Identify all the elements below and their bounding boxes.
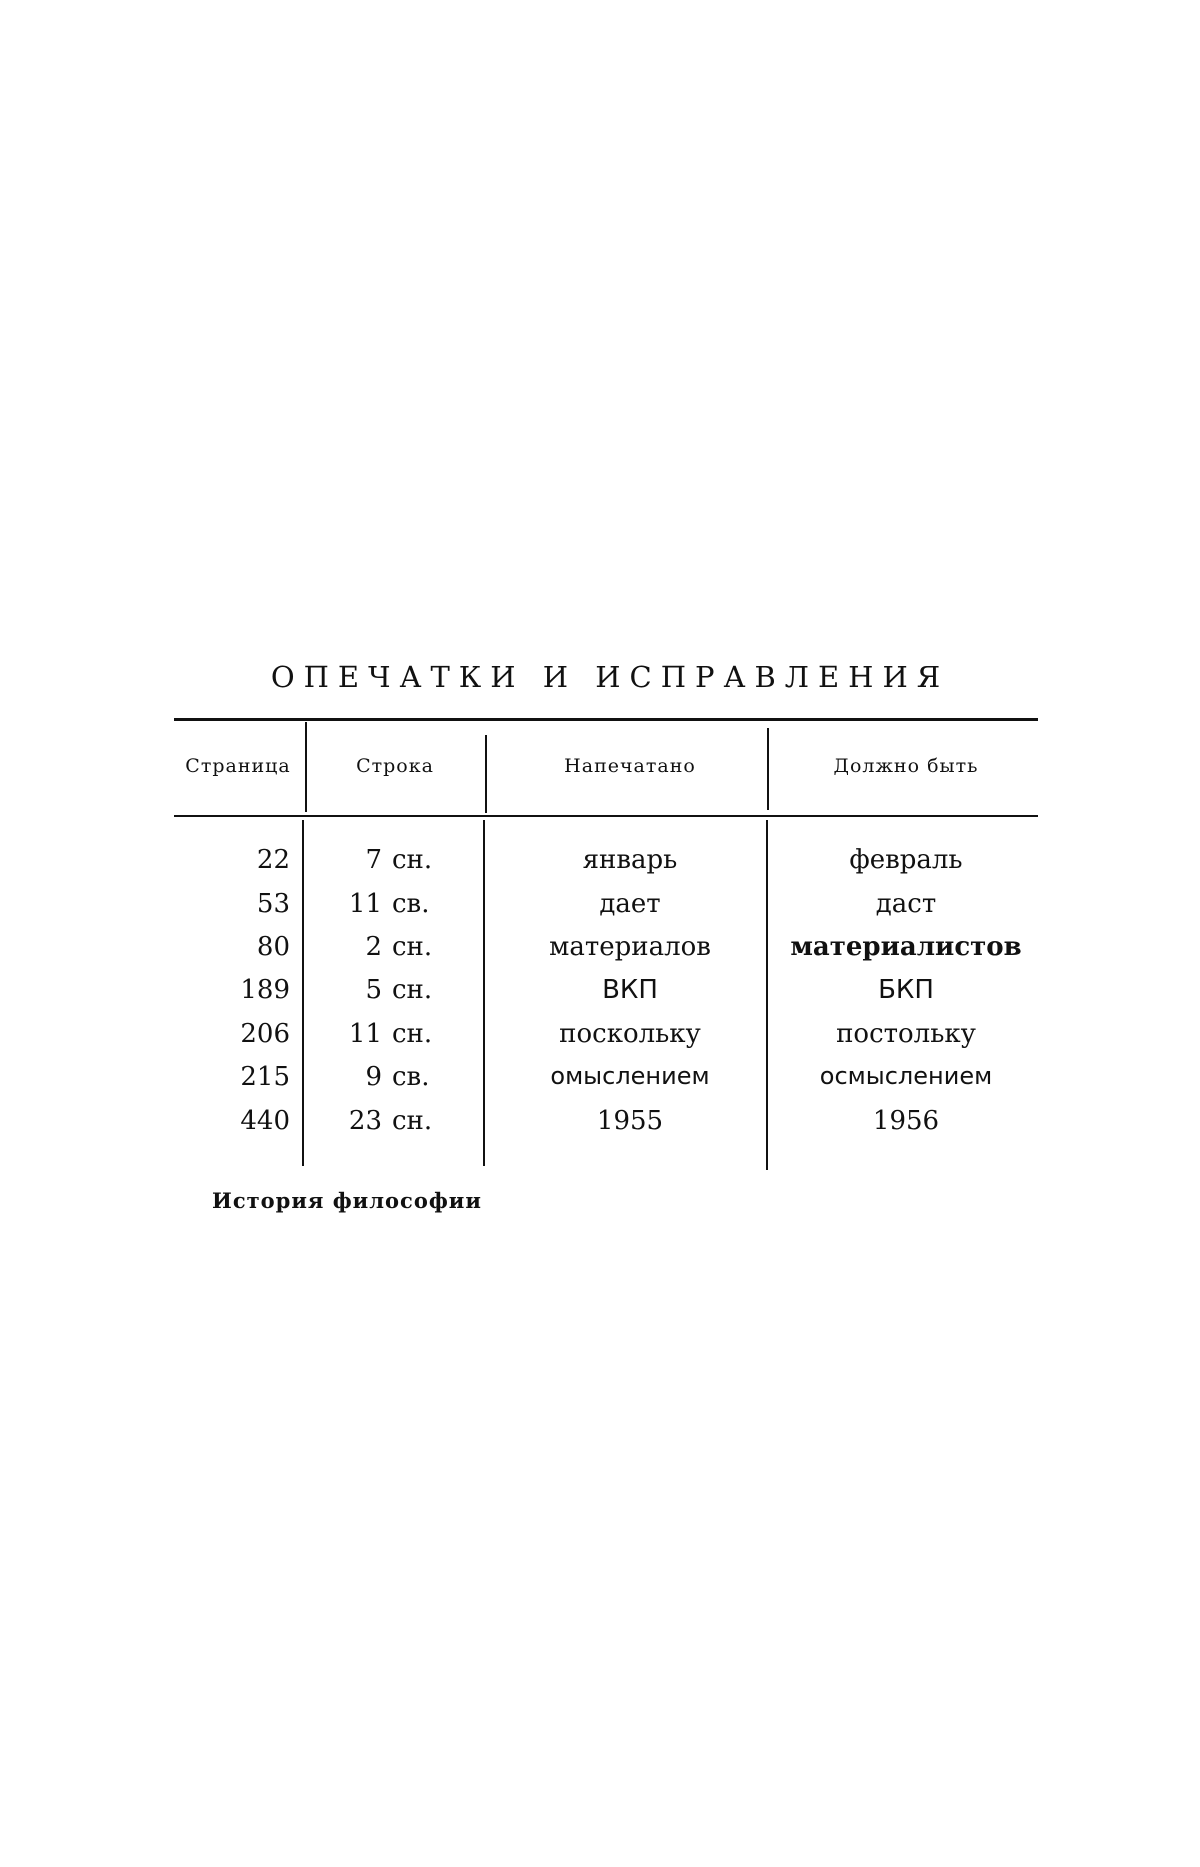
column-divider — [483, 820, 485, 1166]
cell-page: 206 — [240, 1019, 290, 1049]
cell-line-direction: сн. — [392, 1106, 433, 1136]
cell-line-direction: сн. — [392, 932, 433, 962]
column-header-line: Строка — [356, 755, 434, 777]
page-title: ОПЕЧАТКИ И ИСПРАВЛЕНИЯ — [270, 660, 950, 694]
cell-should-be: БКП — [878, 975, 934, 1005]
cell-line-number: 5 — [365, 975, 382, 1005]
cell-printed: дает — [599, 889, 661, 919]
cell-page: 189 — [240, 975, 290, 1005]
cell-line-number: 11 — [348, 1019, 382, 1049]
cell-page: 80 — [256, 932, 290, 962]
cell-line-direction: сн. — [392, 845, 433, 875]
cell-line-direction: св. — [392, 1062, 430, 1092]
cell-page: 53 — [256, 889, 290, 919]
cell-should-be: февраль — [849, 845, 963, 875]
column-divider — [305, 722, 307, 812]
column-header-page: Страница — [185, 755, 291, 777]
table-header-rule — [174, 815, 1038, 817]
cell-line-number: 11 — [348, 889, 382, 919]
cell-line-number: 2 — [365, 932, 382, 962]
table-top-rule — [174, 718, 1038, 721]
cell-printed: ВКП — [602, 975, 658, 1005]
cell-page: 440 — [240, 1106, 290, 1136]
cell-page: 215 — [240, 1062, 290, 1092]
cell-printed: материалов — [549, 932, 711, 962]
column-header-printed: Напечатано — [564, 755, 696, 777]
cell-line-direction: св. — [392, 889, 430, 919]
cell-printed: 1955 — [596, 1106, 664, 1136]
column-divider — [485, 735, 487, 813]
cell-line-number: 9 — [365, 1062, 382, 1092]
cell-should-be: даст — [875, 889, 937, 919]
cell-page: 22 — [256, 845, 290, 875]
cell-line-number: 23 — [348, 1106, 382, 1136]
column-divider — [302, 820, 304, 1166]
cell-should-be: 1956 — [872, 1106, 940, 1136]
cell-line-direction: сн. — [392, 1019, 433, 1049]
cell-printed: январь — [582, 845, 678, 875]
cell-line-direction: сн. — [392, 975, 433, 1005]
cell-printed: омыслением — [550, 1062, 710, 1090]
cell-should-be: материалистов — [790, 932, 1022, 962]
cell-should-be: осмыслением — [819, 1062, 993, 1090]
column-header-should-be: Должно быть — [833, 755, 979, 777]
book-title-footer: История философии — [212, 1188, 482, 1213]
cell-line-number: 7 — [365, 845, 382, 875]
cell-should-be: постольку — [836, 1019, 976, 1049]
cell-printed: поскольку — [559, 1019, 701, 1049]
